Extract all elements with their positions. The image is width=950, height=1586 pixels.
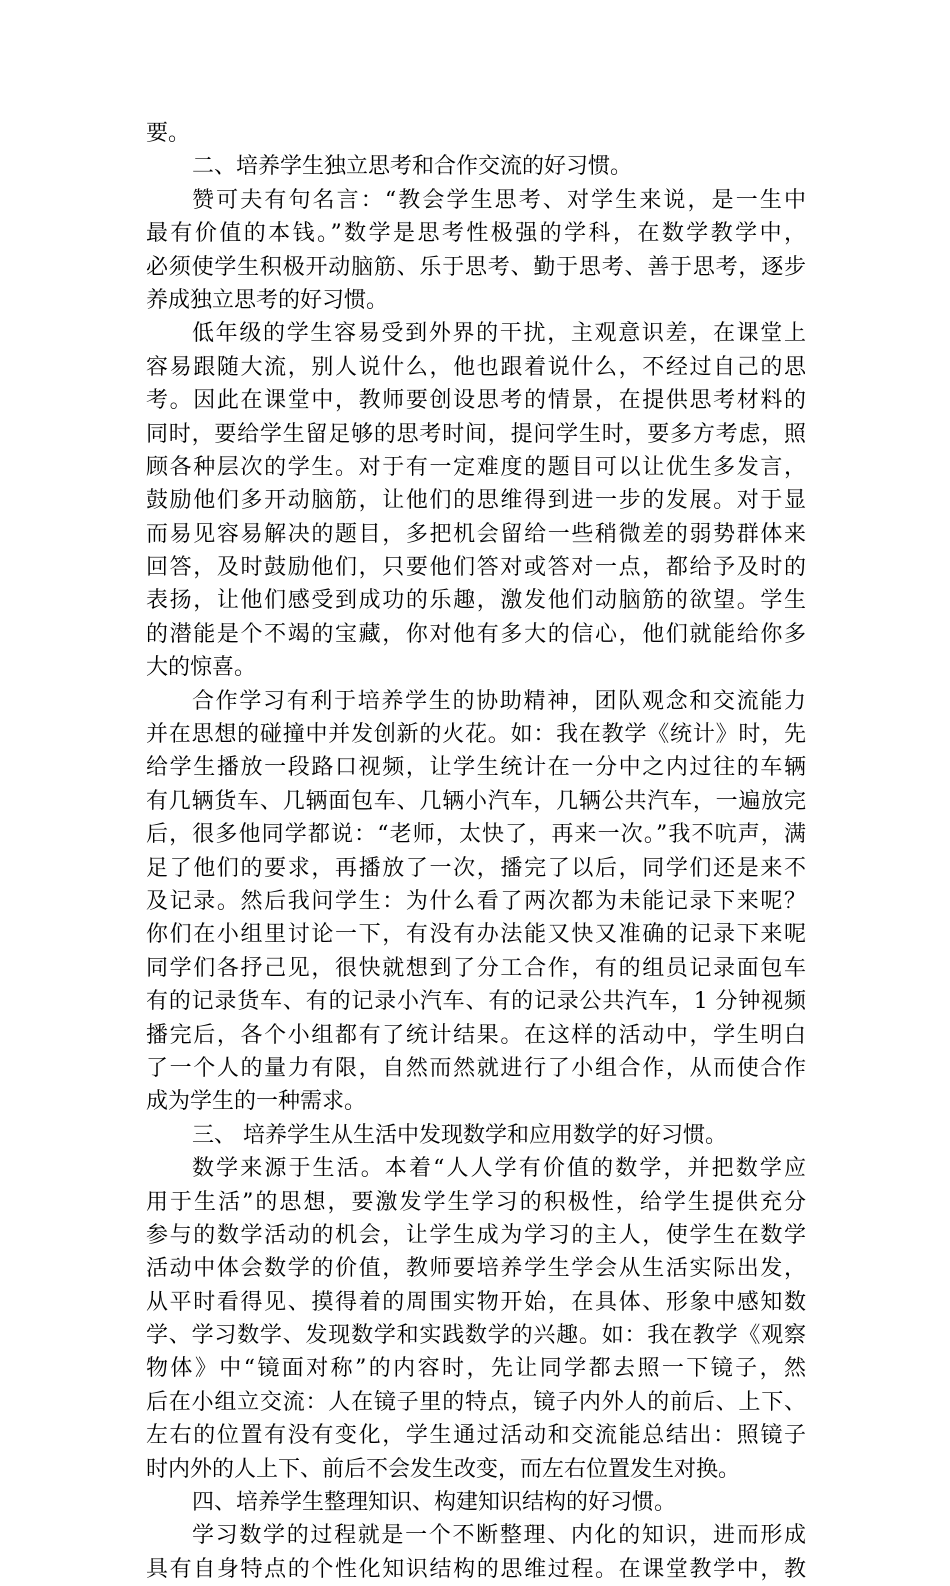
- text-line: 后在小组立交流：人在镜子里的特点，镜子内外人的前后、上下、: [146, 1389, 806, 1415]
- text-line: 三、 培养学生从生活中发现数学和应用数学的好习惯。: [192, 1122, 727, 1148]
- text-line: 了一个人的量力有限，自然而然就进行了小组合作，从而使合作: [146, 1055, 806, 1081]
- text-line: 回答，及时鼓励他们，只要他们答对或答对一点，都给予及时的: [146, 555, 806, 581]
- text-line: 赞可夫有句名言：“教会学生思考、对学生来说，是一生中: [192, 187, 806, 213]
- text-line: 必须使学生积极开动脑筋、乐于思考、勤于思考、善于思考，逐步: [146, 254, 806, 280]
- text-line: 并在思想的碰撞中并发创新的火花。如：我在教学《统计》时，先: [146, 722, 806, 748]
- text-line: 鼓励他们多开动脑筋，让他们的思维得到进一步的发展。对于显: [146, 488, 806, 514]
- text-line: 同时，要给学生留足够的思考时间，提问学生时，要多方考虑，照: [146, 421, 806, 447]
- text-line: 用于生活”的思想，要激发学生学习的积极性，给学生提供充分: [146, 1189, 806, 1215]
- text-line: 低年级的学生容易受到外界的干扰，主观意识差，在课堂上: [192, 321, 806, 347]
- text-line: 大的惊喜。: [146, 655, 257, 681]
- text-line: 考。因此在课堂中，教师要创设思考的情景，在提供思考材料的: [146, 388, 806, 414]
- text-line: 学习数学的过程就是一个不断整理、内化的知识，进而形成: [192, 1523, 806, 1549]
- document-body: [146, 117, 806, 1586]
- text-line: 播完后，各个小组都有了统计结果。在这样的活动中，学生明白: [146, 1022, 806, 1048]
- text-line: 同学们各抒己见，很快就想到了分工合作，有的组员记录面包车: [146, 955, 806, 981]
- text-line: 左右的位置有没有变化，学生通过活动和交流能总结出：照镜子: [146, 1423, 806, 1449]
- text-line: 及记录。然后我问学生：为什么看了两次都为未能记录下来呢？: [146, 888, 806, 914]
- text-line: 数学来源于生活。本着“人人学有价值的数学，并把数学应: [192, 1156, 806, 1182]
- text-line: 你们在小组里讨论一下，有没有办法能又快又准确的记录下来呢: [146, 922, 806, 948]
- text-line: 有的记录货车、有的记录小汽车、有的记录公共汽车，1 分钟视频: [146, 989, 806, 1015]
- text-line: 给学生播放一段路口视频，让学生统计在一分中之内过往的车辆: [146, 755, 806, 781]
- text-line: 学、学习数学、发现数学和实践数学的兴趣。如：我在教学《观察: [146, 1323, 806, 1349]
- text-line: 物体》中“镜面对称”的内容时，先让同学都去照一下镜子，然: [146, 1356, 806, 1382]
- text-line: 足了他们的要求，再播放了一次，播完了以后，同学们还是来不: [146, 855, 806, 881]
- text-line: 容易跟随大流，别人说什么，他也跟着说什么，不经过自己的思: [146, 354, 806, 380]
- text-line: 从平时看得见、摸得着的周围实物开始，在具体、形象中感知数: [146, 1289, 806, 1315]
- text-line: 活动中体会数学的价值，教师要培养学生学会从生活实际出发，: [146, 1256, 806, 1282]
- text-line: 二、培养学生独立思考和合作交流的好习惯。: [192, 154, 633, 180]
- text-line: 具有自身特点的个性化知识结构的思维过程。在课堂教学中，教: [146, 1556, 806, 1582]
- text-line: 的潜能是个不竭的宝藏，你对他有多大的信心，他们就能给你多: [146, 621, 806, 647]
- text-line: 顾各种层次的学生。对于有一定难度的题目可以让优生多发言，: [146, 454, 806, 480]
- text-line: 合作学习有利于培养学生的协助精神，团队观念和交流能力: [192, 688, 806, 714]
- text-line: 参与的数学活动的机会，让学生成为学习的主人，使学生在数学: [146, 1222, 806, 1248]
- text-line: 四、培养学生整理知识、构建知识结构的好习惯。: [192, 1490, 677, 1516]
- text-line: 最有价值的本钱。”数学是思考性极强的学科，在数学教学中，: [146, 221, 806, 247]
- text-line: 时内外的人上下、前后不会发生改变，而左右位置发生对换。: [146, 1456, 741, 1482]
- text-line: 要。: [146, 121, 191, 146]
- text-line: 成为学生的一种需求。: [146, 1089, 367, 1115]
- text-line: 后，很多他同学都说：“老师，太快了，再来一次。”我不吭声，满: [146, 822, 806, 848]
- text-line: 养成独立思考的好习惯。: [146, 287, 389, 313]
- text-line: 表扬，让他们感受到成功的乐趣，激发他们动脑筋的欲望。学生: [146, 588, 806, 614]
- text-line: 有几辆货车、几辆面包车、几辆小汽车，几辆公共汽车，一遍放完: [146, 788, 806, 814]
- text-line: 而易见容易解决的题目，多把机会留给一些稍微差的弱势群体来: [146, 521, 806, 547]
